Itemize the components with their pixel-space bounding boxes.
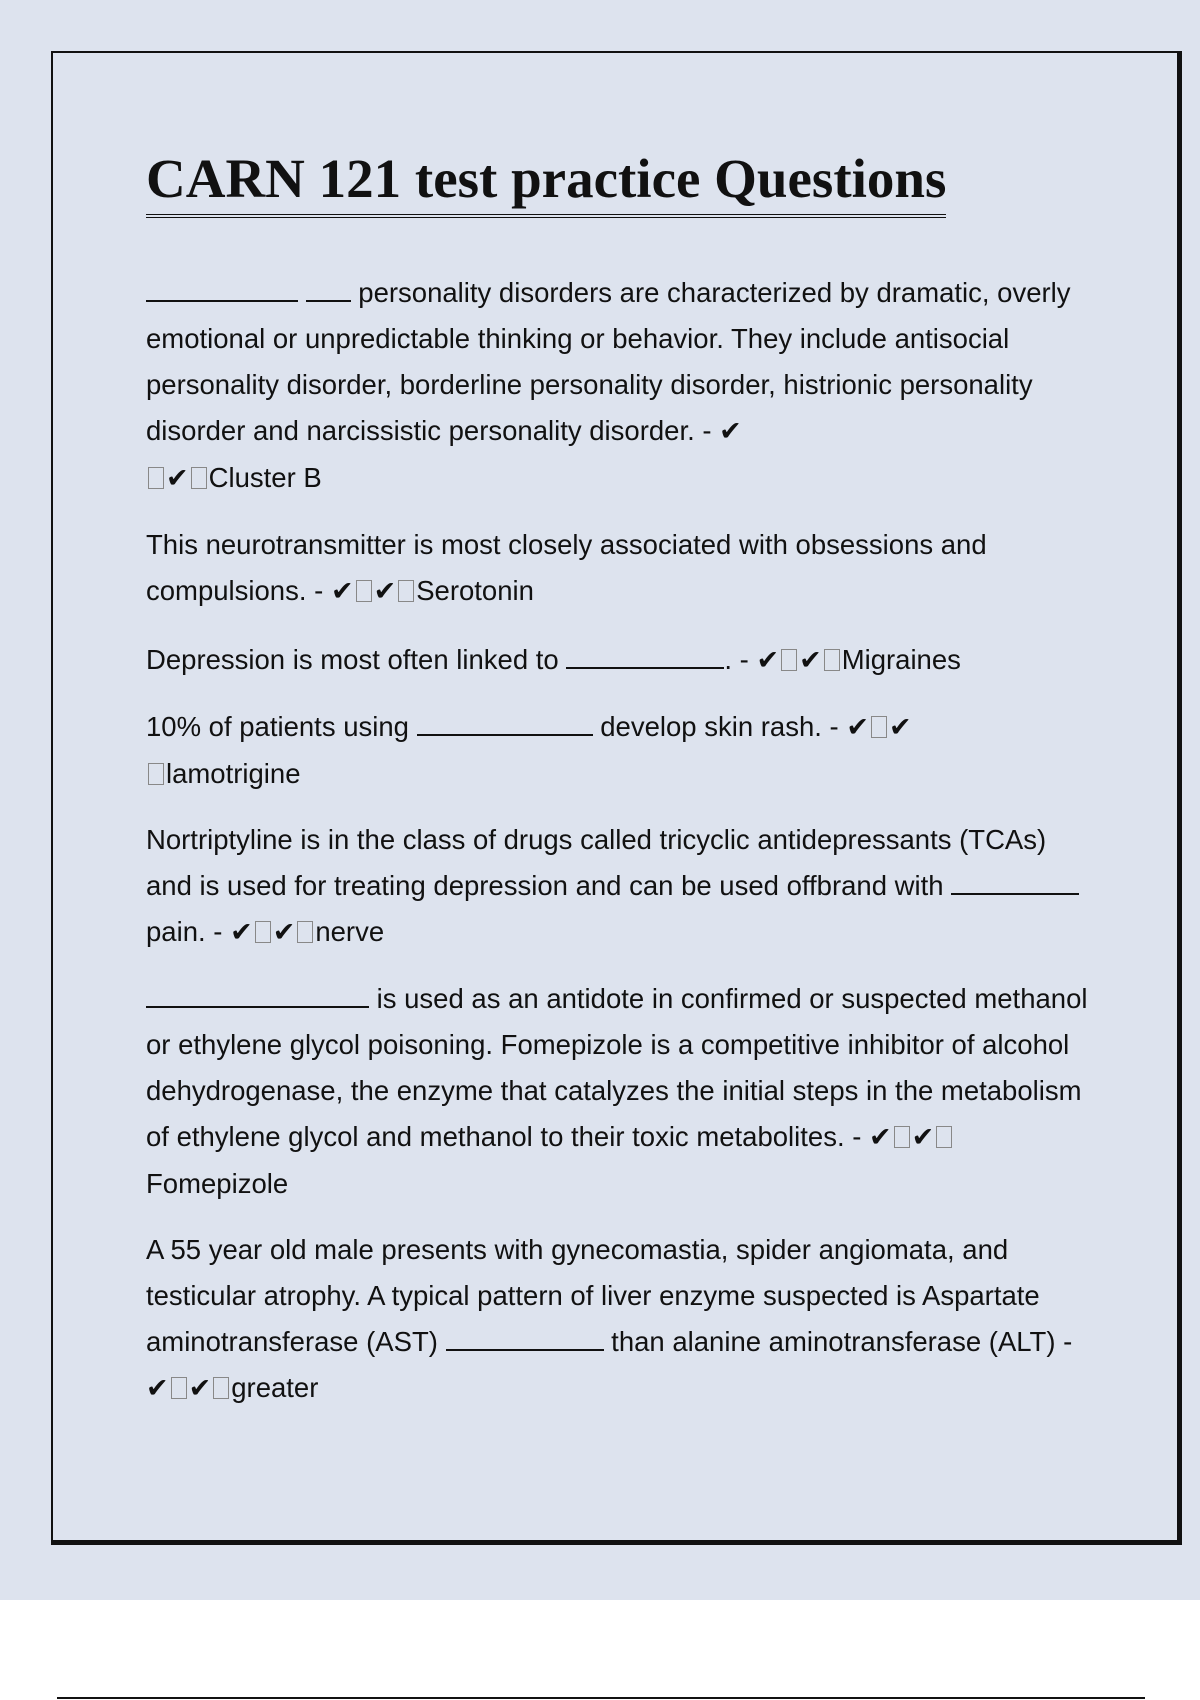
- question-text: than alanine aminotransferase (ALT) -: [603, 1326, 1073, 1357]
- check-mark-icon: ✔: [230, 917, 253, 948]
- fill-in-blank: [566, 638, 724, 669]
- missing-glyph-icon: [824, 649, 840, 671]
- answer-text: greater: [231, 1372, 319, 1403]
- answer-text: Cluster B: [208, 462, 322, 493]
- check-mark-icon: ✔: [166, 463, 189, 494]
- question-text: Depression is most often linked to: [146, 644, 567, 675]
- missing-glyph-icon: [398, 580, 414, 602]
- missing-glyph-icon: [148, 763, 164, 785]
- fill-in-blank: [146, 977, 369, 1008]
- check-mark-icon: ✔: [373, 576, 397, 607]
- question-text: Nortriptyline is in the class of drugs called tricyclic antidepressants (TCAs) and is used for treating depression and can be used offbrand with: [146, 824, 1047, 901]
- missing-glyph-icon: [356, 580, 372, 602]
- check-mark-icon: ✔: [888, 712, 912, 743]
- question-text: A 55 year old male presents with gynecomastia, spider angiomata, and testicular atrophy. A typical pattern of liver enzyme suspected is Aspartate aminotransferase (AST): [146, 1234, 1040, 1357]
- question-3: [146, 637, 1091, 684]
- question-2: [146, 522, 1091, 615]
- check-mark-icon: ✔: [272, 917, 296, 948]
- fill-in-blank: [951, 864, 1079, 895]
- missing-glyph-icon: [871, 716, 887, 738]
- check-mark-icon: ✔: [911, 1122, 935, 1153]
- missing-glyph-icon: [936, 1126, 952, 1148]
- question-5: [146, 817, 1091, 956]
- check-mark-icon: ✔: [756, 645, 780, 676]
- footer-divider: [57, 1697, 1145, 1699]
- question-7: [146, 1227, 1091, 1412]
- check-mark-icon: ✔: [146, 1373, 169, 1404]
- answer-text: Serotonin: [416, 575, 534, 606]
- check-mark-icon: ✔: [330, 576, 354, 607]
- missing-glyph-icon: [297, 921, 313, 943]
- answer-text: lamotrigine: [166, 758, 301, 789]
- missing-glyph-icon: [894, 1126, 910, 1148]
- question-text: personality disorders are characterized by dramatic, overly emotional or unpredictable thinking or behavior. They include antisocial personality disorder, borderline personality disorder, histrionic personality disorder and narcissistic personality disorder. -: [146, 277, 1071, 446]
- missing-glyph-icon: [148, 467, 164, 489]
- check-mark-icon: ✔: [799, 645, 822, 676]
- question-6: [146, 976, 1091, 1207]
- question-text: This neurotransmitter is most closely associated with obsessions and compulsions. -: [146, 529, 987, 606]
- check-mark-icon: ✔: [846, 712, 869, 743]
- question-text: is used as an antidote in confirmed or suspected methanol or ethylene glycol poisoning. Fomepizole is a competitive inhibitor of alcohol dehydrogenase, the enzyme that catalyzes the initial steps in the metabolism of ethylene glycol and methanol to their toxic metabolites. -: [146, 983, 1088, 1152]
- question-text: pain. -: [146, 916, 231, 947]
- answer-text: Fomepizole: [146, 1168, 289, 1199]
- question-text: develop skin rash. -: [592, 711, 847, 742]
- page-title: CARN 121 test practice Questions: [146, 146, 946, 218]
- question-text: 10% of patients using: [146, 711, 417, 742]
- question-4: [146, 704, 1091, 797]
- fill-in-blank: [446, 1320, 604, 1351]
- missing-glyph-icon: [191, 467, 207, 489]
- question-text: . -: [724, 644, 757, 675]
- answer-text: nerve: [315, 916, 385, 947]
- missing-glyph-icon: [213, 1377, 229, 1399]
- check-mark-icon: ✔: [869, 1122, 892, 1153]
- missing-glyph-icon: [171, 1377, 187, 1399]
- check-mark-icon: ✔: [188, 1373, 212, 1404]
- check-mark-icon: ✔: [719, 416, 742, 447]
- missing-glyph-icon: [255, 921, 271, 943]
- answer-text: Migraines: [841, 644, 961, 675]
- fill-in-blank: [417, 705, 593, 736]
- fill-in-blank: [306, 271, 351, 302]
- question-list: [146, 270, 1091, 1432]
- fill-in-blank: [146, 271, 298, 302]
- missing-glyph-icon: [781, 649, 797, 671]
- question-1: [146, 270, 1091, 502]
